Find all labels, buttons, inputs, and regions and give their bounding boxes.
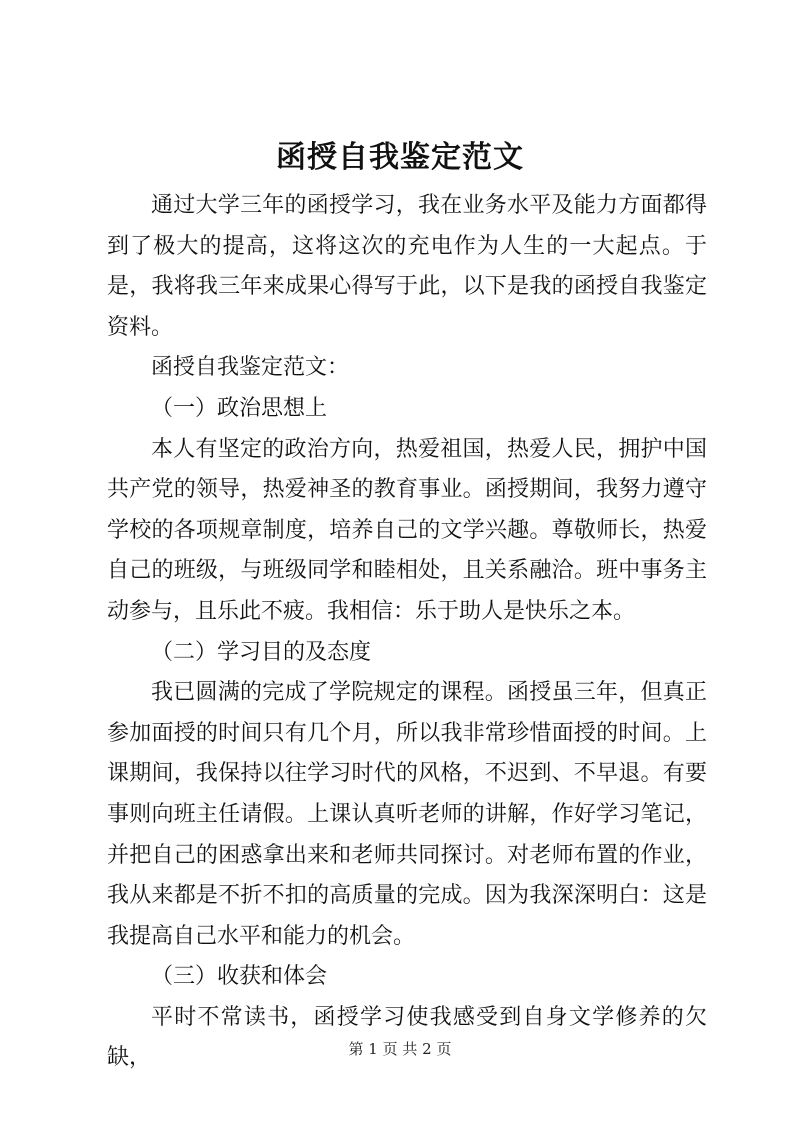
page-footer: 第 1 页 共 2 页: [348, 1040, 452, 1058]
paragraph-intro: 通过大学三年的函授学习，我在业务水平及能力方面都得到了极大的提高，这将这次的充电作为人生的一大起点。于是，我将我三年来成果心得写于此，以下是我的函授自我鉴定资料。: [107, 193, 707, 340]
section-heading-gains: （三）收获和体会: [151, 964, 328, 990]
paragraph-study: 我已圆满的完成了学院规定的课程。函授虽三年，但真正参加面授的时间只有几个月，所以我非常珍惜面授的时间。上课期间，我保持以往学习时代的风格，不迟到、不早退。有要事则向班主任请假。上课认真听老师的讲解，作好学习笔记，并把自己的困惑拿出来和老师共同探讨。对老师布置的作业，我从来都是不折不扣的高质量的完成。因为我深深明白：这是我提高自己水平和能力的机会。: [107, 680, 707, 949]
paragraph-gains: 平时不常读书，函授学习使我感受到自身文学修养的欠缺，: [107, 1004, 707, 1071]
document-body: [107, 186, 707, 1079]
section-heading-politics: （一）政治思想上: [151, 395, 328, 421]
page-title: 函授自我鉴定范文: [276, 140, 524, 175]
paragraph-heading-sample: 函授自我鉴定范文：: [151, 355, 350, 381]
paragraph-politics: 本人有坚定的政治方向，热爱祖国，热爱人民，拥护中国共产党的领导，热爱神圣的教育事业。函授期间，我努力遵守学校的各项规章制度，培养自己的文学兴趣。尊敬师长，热爱自己的班级，与班级同学和睦相处，且关系融洽。班中事务主动参与，且乐此不疲。我相信：乐于助人是快乐之本。: [107, 436, 707, 624]
section-heading-study: （二）学习目的及态度: [151, 639, 372, 665]
